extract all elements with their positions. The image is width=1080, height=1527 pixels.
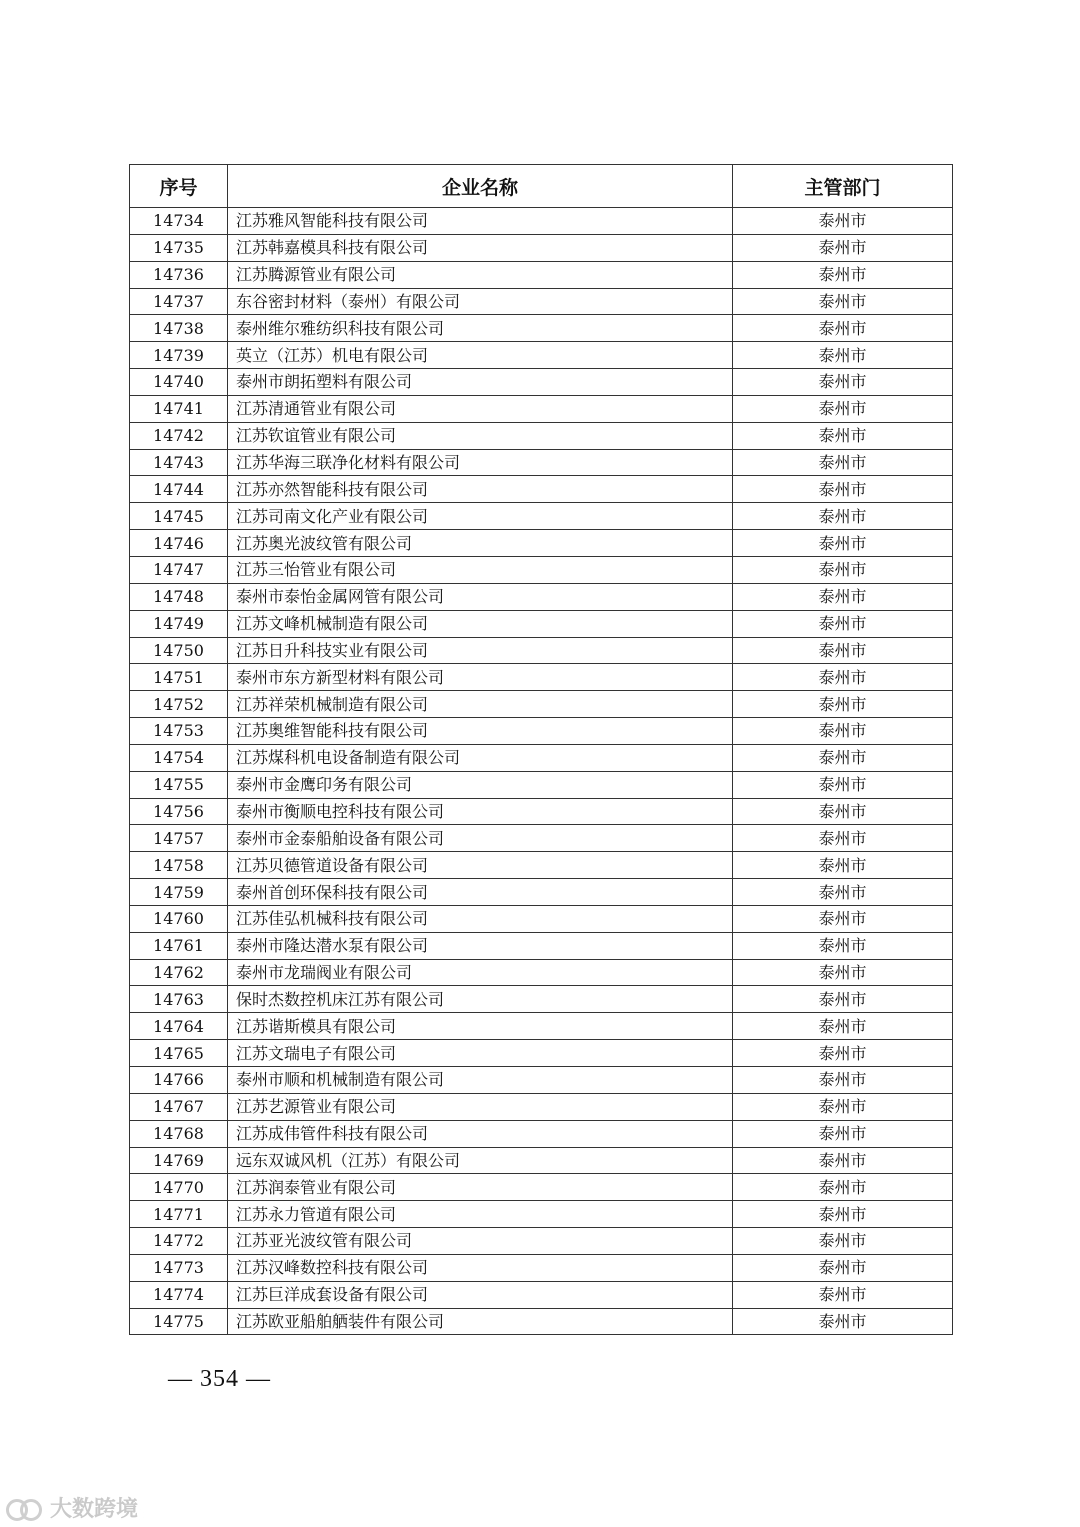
serial-number-cell: 14744	[130, 476, 228, 503]
company-name-cell: 江苏钦谊管业有限公司	[228, 422, 733, 449]
serial-number-cell: 14735	[130, 234, 228, 261]
company-name-cell: 江苏奥光波纹管有限公司	[228, 530, 733, 557]
table-row	[130, 1281, 953, 1308]
company-name-cell: 江苏巨洋成套设备有限公司	[228, 1281, 733, 1308]
company-name-cell: 泰州市泰怡金属网管有限公司	[228, 583, 733, 610]
serial-number-cell: 14755	[130, 771, 228, 798]
serial-number-cell: 14741	[130, 395, 228, 422]
department-cell: 泰州市	[733, 1254, 953, 1281]
table-row	[130, 959, 953, 986]
department-cell: 泰州市	[733, 449, 953, 476]
company-name-cell: 远东双诚风机（江苏）有限公司	[228, 1147, 733, 1174]
table-row	[130, 395, 953, 422]
table-row	[130, 1120, 953, 1147]
table-row	[130, 556, 953, 583]
department-cell: 泰州市	[733, 1281, 953, 1308]
department-cell: 泰州市	[733, 583, 953, 610]
company-name-cell: 江苏汉峰数控科技有限公司	[228, 1254, 733, 1281]
serial-number-cell: 14767	[130, 1093, 228, 1120]
company-name-cell: 江苏华海三联净化材料有限公司	[228, 449, 733, 476]
serial-number-cell: 14768	[130, 1120, 228, 1147]
table-row	[130, 369, 953, 396]
company-name-cell: 泰州市隆达潜水泵有限公司	[228, 932, 733, 959]
table-row	[130, 932, 953, 959]
serial-number-cell: 14772	[130, 1228, 228, 1255]
watermark	[6, 1492, 138, 1523]
company-name-cell: 江苏亚光波纹管有限公司	[228, 1228, 733, 1255]
company-name-cell: 泰州市金泰船舶设备有限公司	[228, 825, 733, 852]
department-cell: 泰州市	[733, 1120, 953, 1147]
serial-number-cell: 14775	[130, 1308, 228, 1335]
company-name-cell: 江苏韩嘉模具科技有限公司	[228, 234, 733, 261]
company-name-cell: 泰州市金鹰印务有限公司	[228, 771, 733, 798]
table-body	[130, 208, 953, 1335]
department-cell: 泰州市	[733, 234, 953, 261]
linked-circles-logo-icon	[6, 1496, 46, 1520]
serial-number-cell: 14748	[130, 583, 228, 610]
table-row	[130, 771, 953, 798]
company-name-cell: 江苏佳弘机械科技有限公司	[228, 905, 733, 932]
company-name-cell: 保时杰数控机床江苏有限公司	[228, 986, 733, 1013]
table-row	[130, 1174, 953, 1201]
department-cell: 泰州市	[733, 315, 953, 342]
department-cell: 泰州市	[733, 1228, 953, 1255]
serial-number-cell: 14749	[130, 610, 228, 637]
table-row	[130, 825, 953, 852]
department-cell: 泰州市	[733, 852, 953, 879]
company-name-cell: 泰州市衡顺电控科技有限公司	[228, 798, 733, 825]
department-cell: 泰州市	[733, 1013, 953, 1040]
serial-number-cell: 14754	[130, 744, 228, 771]
table-row	[130, 530, 953, 557]
department-cell: 泰州市	[733, 1093, 953, 1120]
department-cell: 泰州市	[733, 395, 953, 422]
serial-number-cell: 14746	[130, 530, 228, 557]
company-name-cell: 江苏亦然智能科技有限公司	[228, 476, 733, 503]
company-name-cell: 泰州首创环保科技有限公司	[228, 879, 733, 906]
company-name-cell: 江苏文瑞电子有限公司	[228, 1040, 733, 1067]
department-cell: 泰州市	[733, 637, 953, 664]
department-cell: 泰州市	[733, 932, 953, 959]
department-cell: 泰州市	[733, 1147, 953, 1174]
department-cell: 泰州市	[733, 664, 953, 691]
table-row	[130, 986, 953, 1013]
table-row	[130, 879, 953, 906]
department-cell: 泰州市	[733, 1067, 953, 1094]
department-cell: 泰州市	[733, 718, 953, 745]
table-row	[130, 1308, 953, 1335]
serial-number-cell: 14737	[130, 288, 228, 315]
table-row	[130, 1093, 953, 1120]
table-row	[130, 852, 953, 879]
serial-number-cell: 14773	[130, 1254, 228, 1281]
table-row	[130, 503, 953, 530]
department-cell: 泰州市	[733, 905, 953, 932]
company-name-cell: 江苏清通管业有限公司	[228, 395, 733, 422]
company-name-cell: 泰州市朗拓塑料有限公司	[228, 369, 733, 396]
table-row	[130, 208, 953, 235]
department-cell: 泰州市	[733, 1040, 953, 1067]
serial-number-cell: 14745	[130, 503, 228, 530]
table-row	[130, 234, 953, 261]
department-cell: 泰州市	[733, 610, 953, 637]
department-cell: 泰州市	[733, 1308, 953, 1335]
table-row	[130, 905, 953, 932]
serial-number-cell: 14743	[130, 449, 228, 476]
company-name-cell: 江苏贝德管道设备有限公司	[228, 852, 733, 879]
company-name-cell: 泰州市龙瑞阀业有限公司	[228, 959, 733, 986]
table-row	[130, 342, 953, 369]
company-name-cell: 东谷密封材料（泰州）有限公司	[228, 288, 733, 315]
serial-number-cell: 14747	[130, 556, 228, 583]
company-name-cell: 江苏文峰机械制造有限公司	[228, 610, 733, 637]
serial-number-cell: 14766	[130, 1067, 228, 1094]
serial-number-cell: 14752	[130, 691, 228, 718]
department-cell: 泰州市	[733, 879, 953, 906]
department-cell: 泰州市	[733, 691, 953, 718]
serial-number-cell: 14734	[130, 208, 228, 235]
department-cell: 泰州市	[733, 825, 953, 852]
table-row	[130, 1147, 953, 1174]
table-row	[130, 1201, 953, 1228]
department-cell: 泰州市	[733, 1174, 953, 1201]
company-name-cell: 泰州市东方新型材料有限公司	[228, 664, 733, 691]
table-row	[130, 798, 953, 825]
company-name-cell: 英立（江苏）机电有限公司	[228, 342, 733, 369]
department-cell: 泰州市	[733, 342, 953, 369]
company-name-cell: 江苏成伟管件科技有限公司	[228, 1120, 733, 1147]
table-row	[130, 261, 953, 288]
company-name-cell: 泰州维尔雅纺织科技有限公司	[228, 315, 733, 342]
department-cell: 泰州市	[733, 959, 953, 986]
table-row	[130, 476, 953, 503]
company-name-cell: 江苏煤科机电设备制造有限公司	[228, 744, 733, 771]
serial-number-cell: 14760	[130, 905, 228, 932]
company-name-cell: 江苏日升科技实业有限公司	[228, 637, 733, 664]
company-name-cell: 江苏润泰管业有限公司	[228, 1174, 733, 1201]
company-name-cell: 江苏司南文化产业有限公司	[228, 503, 733, 530]
header-serial-number: 序号	[130, 165, 228, 208]
serial-number-cell: 14764	[130, 1013, 228, 1040]
serial-number-cell: 14751	[130, 664, 228, 691]
table-row	[130, 449, 953, 476]
department-cell: 泰州市	[733, 986, 953, 1013]
serial-number-cell: 14742	[130, 422, 228, 449]
table-row	[130, 610, 953, 637]
serial-number-cell: 14761	[130, 932, 228, 959]
serial-number-cell: 14770	[130, 1174, 228, 1201]
enterprise-table	[129, 164, 953, 1335]
serial-number-cell: 14757	[130, 825, 228, 852]
company-name-cell: 江苏永力管道有限公司	[228, 1201, 733, 1228]
company-name-cell: 江苏艺源管业有限公司	[228, 1093, 733, 1120]
table-row	[130, 664, 953, 691]
table-row	[130, 1013, 953, 1040]
serial-number-cell: 14763	[130, 986, 228, 1013]
table-row	[130, 1254, 953, 1281]
company-name-cell: 泰州市顺和机械制造有限公司	[228, 1067, 733, 1094]
page-number: — 354 —	[168, 1366, 271, 1392]
serial-number-cell: 14753	[130, 718, 228, 745]
table-row	[130, 1228, 953, 1255]
serial-number-cell: 14769	[130, 1147, 228, 1174]
serial-number-cell: 14739	[130, 342, 228, 369]
header-row	[130, 165, 953, 208]
table-row	[130, 1067, 953, 1094]
serial-number-cell: 14756	[130, 798, 228, 825]
table-row	[130, 288, 953, 315]
table-row	[130, 637, 953, 664]
table-row	[130, 718, 953, 745]
watermark-text: 大数跨境	[50, 1497, 139, 1522]
department-cell: 泰州市	[733, 422, 953, 449]
table-header	[130, 165, 953, 208]
table-row	[130, 744, 953, 771]
department-cell: 泰州市	[733, 1201, 953, 1228]
header-department: 主管部门	[733, 165, 953, 208]
department-cell: 泰州市	[733, 288, 953, 315]
serial-number-cell: 14736	[130, 261, 228, 288]
department-cell: 泰州市	[733, 744, 953, 771]
table-row	[130, 691, 953, 718]
company-name-cell: 江苏祥荣机械制造有限公司	[228, 691, 733, 718]
serial-number-cell: 14750	[130, 637, 228, 664]
serial-number-cell: 14765	[130, 1040, 228, 1067]
company-name-cell: 江苏奥维智能科技有限公司	[228, 718, 733, 745]
table-row	[130, 422, 953, 449]
department-cell: 泰州市	[733, 771, 953, 798]
company-name-cell: 江苏雅风智能科技有限公司	[228, 208, 733, 235]
department-cell: 泰州市	[733, 208, 953, 235]
serial-number-cell: 14762	[130, 959, 228, 986]
department-cell: 泰州市	[733, 369, 953, 396]
table-row	[130, 315, 953, 342]
department-cell: 泰州市	[733, 556, 953, 583]
serial-number-cell: 14738	[130, 315, 228, 342]
company-name-cell: 江苏欧亚船舶舾装件有限公司	[228, 1308, 733, 1335]
department-cell: 泰州市	[733, 798, 953, 825]
table-row	[130, 583, 953, 610]
company-name-cell: 江苏谐斯模具有限公司	[228, 1013, 733, 1040]
serial-number-cell: 14758	[130, 852, 228, 879]
table-row	[130, 1040, 953, 1067]
company-name-cell: 江苏三怡管业有限公司	[228, 556, 733, 583]
company-name-cell: 江苏腾源管业有限公司	[228, 261, 733, 288]
serial-number-cell: 14740	[130, 369, 228, 396]
serial-number-cell: 14774	[130, 1281, 228, 1308]
serial-number-cell: 14759	[130, 879, 228, 906]
department-cell: 泰州市	[733, 476, 953, 503]
department-cell: 泰州市	[733, 530, 953, 557]
header-company-name: 企业名称	[228, 165, 733, 208]
serial-number-cell: 14771	[130, 1201, 228, 1228]
department-cell: 泰州市	[733, 503, 953, 530]
department-cell: 泰州市	[733, 261, 953, 288]
